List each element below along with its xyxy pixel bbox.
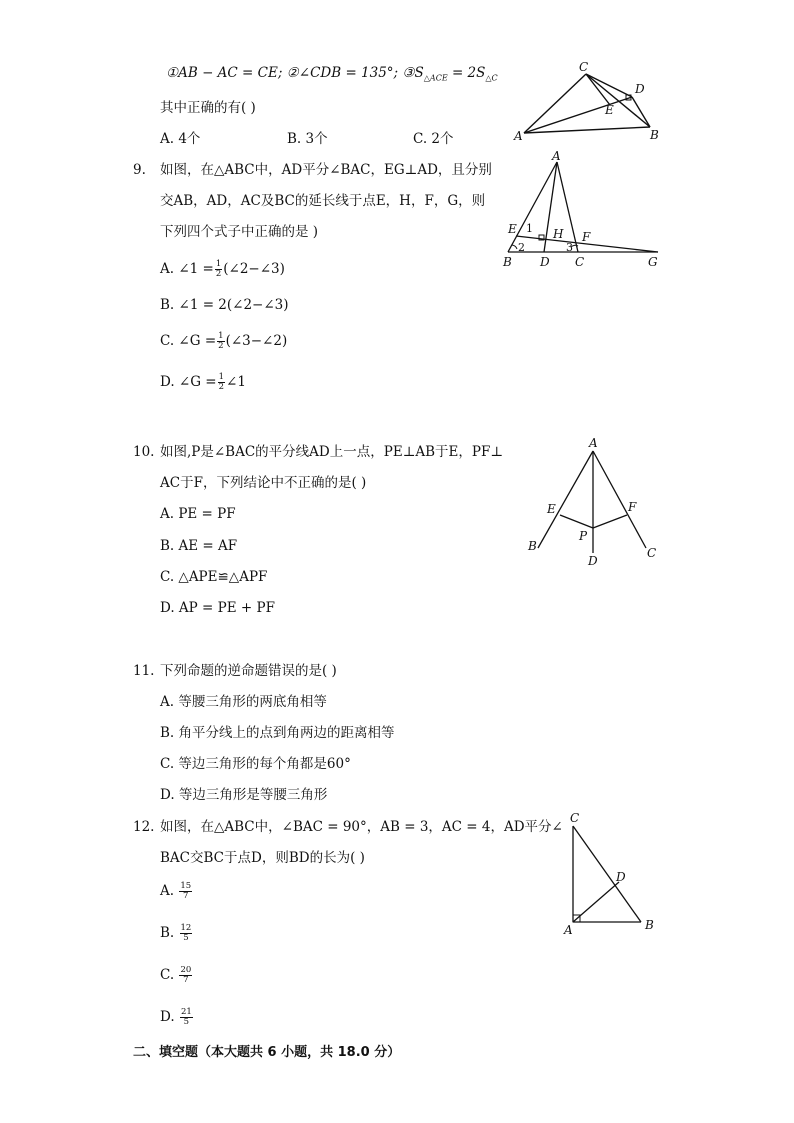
q10-label-p: P (579, 529, 588, 543)
q11-option-a: A. 等腰三角形的两底角相等 (160, 694, 327, 710)
q9-label-e: E (508, 222, 517, 236)
q10-number: 10. (133, 444, 155, 460)
q9-label-3: 3 (566, 241, 573, 254)
q10-label-a: A (589, 436, 598, 450)
q9-line2: 交AB，AD，AC及BC的延长线于点E，H，F，G，则 (160, 193, 486, 209)
q12-option-a: A. $\frac{15}{7}$ (160, 881, 192, 901)
q10-option-b: B. AE = AF (160, 538, 238, 554)
q9-number: 9. (133, 162, 146, 178)
q9-label-1: 1 (526, 222, 533, 235)
q9-line1: 如图，在△ABC中，AD平分∠BAC，EG⊥AD，且分别 (160, 162, 492, 178)
q8-label-a: A (514, 129, 523, 143)
q9-label-2: 2 (518, 241, 525, 254)
q12-label-c: C (570, 811, 580, 825)
q12-line2: BAC交BC于点D，则BD的长为( ) (160, 850, 365, 866)
q8-label-c: C (579, 60, 589, 74)
q12-option-c: C. $\frac{20}{7}$ (160, 965, 192, 985)
q12-line1: 如图，在△ABC中，∠BAC = 90°，AB = 3，AC = 4，AD平分∠ (160, 819, 563, 835)
q11-option-d: D. 等边三角形是等腰三角形 (160, 787, 328, 803)
q9-option-d: D. ∠G = $\frac{1}{2}$ ∠1 (160, 372, 246, 392)
q9-label-c: C (575, 255, 585, 269)
q9-option-a: A. ∠1 = $\frac{1}{2}$ (∠2−∠3) (160, 259, 285, 279)
q9-label-d: D (540, 255, 550, 269)
q10-option-d: D. AP = PE + PF (160, 600, 275, 616)
q9-figure (498, 150, 668, 275)
q9-label-f: F (582, 230, 591, 244)
q11-line1: 下列命题的逆命题错误的是( ) (160, 663, 337, 679)
q8-label-d: D (635, 82, 645, 96)
q11-number: 11. (133, 663, 155, 679)
q11-option-c: C. 等边三角形的每个角都是60° (160, 756, 351, 772)
q8-option-a: A. 4个 (160, 131, 201, 147)
q9-line3: 下列四个式子中正确的是 ) (160, 224, 319, 240)
q10-option-c: C. △APE≌△APF (160, 569, 268, 585)
q8-label-b: B (650, 128, 659, 142)
q10-line1: 如图,P是∠BAC的平分线AD上一点，PE⊥AB于E，PF⊥ (160, 444, 504, 460)
q12-number: 12. (133, 819, 155, 835)
q8-option-c: C. 2个 (413, 131, 454, 147)
q10-label-f: F (628, 500, 637, 514)
q8-figure (510, 60, 670, 150)
q10-option-a: A. PE = PF (160, 506, 236, 522)
q8-label-e: E (605, 103, 614, 117)
q9-option-c: C. ∠G = $\frac{1}{2}$ (∠3−∠2) (160, 331, 288, 351)
q8-prompt: 其中正确的有( ) (160, 100, 256, 116)
q10-label-b: B (528, 539, 537, 553)
q12-label-b: B (645, 918, 654, 932)
q10-line2: AC于F，下列结论中不正确的是( ) (160, 475, 367, 491)
q9-label-a: A (552, 149, 561, 163)
q9-label-h: H (553, 227, 564, 241)
q12-option-d: D. $\frac{21}{5}$ (160, 1007, 192, 1027)
q8-option-b: B. 3个 (287, 131, 328, 147)
section-title: 二、填空题（本大题共 6 小题，共 18.0 分） (133, 1045, 401, 1060)
q10-label-c: C (647, 546, 657, 560)
q8-conditions: ①AB − AC = CE; ②∠CDB = 135°; $③S_{\triangle ACE} = 2S_{\triangle C}$ (166, 65, 498, 83)
q10-figure (520, 435, 670, 570)
q12-label-d: D (616, 870, 626, 884)
q12-figure (555, 808, 665, 938)
q12-label-a: A (564, 923, 573, 937)
q11-option-b: B. 角平分线上的点到角两边的距离相等 (160, 725, 395, 741)
q9-label-b: B (503, 255, 512, 269)
q9-option-b: B. ∠1 = 2(∠2−∠3) (160, 297, 289, 313)
q10-label-d: D (588, 554, 598, 568)
q12-option-b: B. $\frac{12}{5}$ (160, 923, 192, 943)
q9-label-g: G (648, 255, 658, 269)
q10-label-e: E (547, 502, 556, 516)
